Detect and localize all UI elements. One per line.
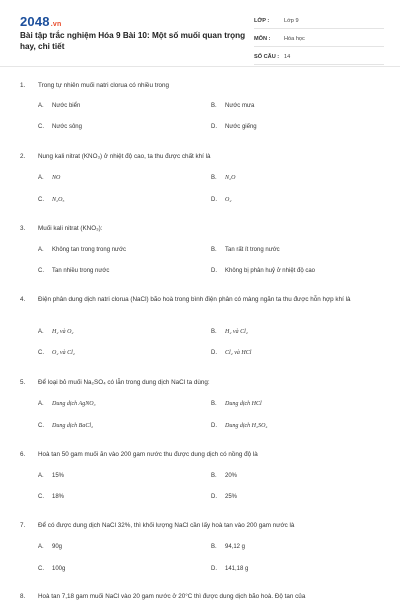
option-text: 25%	[225, 494, 238, 500]
option-text: Tan rất ít trong nước	[225, 247, 280, 253]
option-text: 100g	[52, 566, 66, 572]
option-a[interactable]	[38, 103, 208, 109]
question-number: 6.	[20, 451, 26, 458]
option-text: 141,18 g	[225, 566, 249, 572]
option-d[interactable]	[211, 350, 381, 356]
option-text: Nước biển	[52, 103, 81, 109]
option-text: H₂ và O₂	[52, 329, 74, 335]
question-1	[20, 81, 386, 130]
option-text: 15%	[52, 473, 65, 479]
option-letter: A.	[38, 103, 44, 109]
option-b[interactable]	[211, 544, 381, 550]
option-letter: A.	[38, 401, 44, 407]
option-letter: D.	[211, 197, 217, 203]
question-number: 5.	[20, 379, 26, 386]
option-letter: A.	[38, 544, 44, 550]
meta-value: Lớp 9	[284, 18, 299, 24]
option-letter: D.	[211, 350, 217, 356]
question-5	[20, 378, 386, 429]
question-number: 7.	[20, 522, 26, 529]
option-letter: D.	[211, 494, 217, 500]
page-header	[0, 0, 400, 67]
option-d[interactable]	[211, 268, 381, 274]
option-letter: B.	[211, 544, 217, 550]
option-letter: C.	[38, 124, 44, 130]
logo-main-text: 2048	[20, 14, 50, 29]
option-c[interactable]	[38, 423, 208, 429]
question-text: Trong tự nhiên muối natri clorua có nhiều trong	[38, 82, 170, 89]
question-text: Để loại bỏ muối Na₂SO₄ có lẫn trong dung dịch NaCl ta dùng:	[38, 379, 210, 386]
question-7	[20, 521, 386, 572]
option-letter: C.	[38, 197, 44, 203]
question-number: 4.	[20, 296, 26, 303]
option-d[interactable]	[211, 494, 381, 500]
option-c[interactable]	[38, 494, 208, 500]
option-b[interactable]	[211, 473, 381, 479]
option-b[interactable]	[211, 247, 381, 253]
option-text: Không tan trong trong nước	[52, 247, 126, 253]
option-letter: A.	[38, 329, 44, 335]
option-text: N₂O	[225, 175, 236, 181]
meta-row-count	[254, 50, 384, 65]
option-letter: B.	[211, 473, 217, 479]
option-text: Cl₂ và HCl	[225, 350, 252, 356]
option-letter: A.	[38, 473, 44, 479]
option-b[interactable]	[211, 401, 381, 407]
option-c[interactable]	[38, 350, 208, 356]
option-c[interactable]	[38, 268, 208, 274]
meta-key: LỚP :	[254, 18, 270, 24]
option-text: NO	[52, 175, 61, 181]
question-text: Để có được dung dịch NaCl 32%, thì khối lượng NaCl cần lấy hoà tan vào 200 gam nước là	[38, 522, 295, 529]
question-text: Điện phân dung dịch natri clorua (NaCl) bão hoà trong bình điện phân có màng ngăn ta thu được hỗn hợp khí là	[38, 296, 351, 303]
option-a[interactable]	[38, 329, 208, 335]
option-text: Dung dịch H₂SO₄	[225, 423, 268, 429]
option-text: Dung dịch AgNO₃	[52, 401, 96, 407]
option-letter: A.	[38, 247, 44, 253]
question-number: 8.	[20, 593, 26, 600]
question-number: 3.	[20, 225, 26, 232]
question-number: 2.	[20, 153, 26, 160]
option-text: H₂ và Cl₂	[225, 329, 248, 335]
meta-value: 14	[284, 54, 291, 60]
option-letter: A.	[38, 175, 44, 181]
option-letter: B.	[211, 247, 217, 253]
option-b[interactable]	[211, 329, 381, 335]
question-8	[20, 592, 386, 602]
option-text: Dung dịch HCl	[225, 401, 262, 407]
meta-info	[254, 14, 384, 68]
option-text: O₂ và Cl₂	[52, 350, 75, 356]
option-a[interactable]	[38, 473, 208, 479]
option-text: 18%	[52, 494, 65, 500]
option-d[interactable]	[211, 566, 381, 572]
option-letter: B.	[211, 175, 217, 181]
question-3	[20, 224, 386, 274]
option-letter: D.	[211, 423, 217, 429]
option-letter: C.	[38, 350, 44, 356]
option-text: Không bị phân huỷ ở nhiệt độ cao	[225, 268, 316, 274]
option-text: 20%	[225, 473, 238, 479]
option-a[interactable]	[38, 401, 208, 407]
option-text: 90g	[52, 544, 63, 550]
question-4	[20, 295, 386, 356]
option-b[interactable]	[211, 175, 381, 181]
option-text: Nước sông	[52, 124, 82, 130]
question-text: Nung kali nitrat (KNO₃) ở nhiệt độ cao, ta thu được chất khí là	[38, 153, 211, 160]
logo-suffix-text: .vn	[50, 21, 62, 28]
option-b[interactable]	[211, 103, 381, 109]
question-text: Muối kali nitrat (KNO₃):	[38, 225, 103, 232]
option-text: O₂	[225, 197, 232, 203]
option-text: N₂O₅	[52, 197, 65, 203]
meta-key: MÔN :	[254, 36, 271, 42]
question-text: Hoà tan 7,18 gam muối NaCl vào 20 gam nước ở 20°C thì được dung dịch bão hoà. Độ tan của	[38, 593, 306, 600]
option-letter: C.	[38, 423, 44, 429]
meta-key: SỐ CÂU :	[254, 54, 280, 60]
site-logo[interactable]	[20, 14, 61, 29]
option-letter: D.	[211, 268, 217, 274]
option-a[interactable]	[38, 175, 208, 181]
page-title: Bài tập trắc nghiệm Hóa 9 Bài 10: Một số muối quan trọng hay, chi tiết	[20, 31, 246, 51]
option-c[interactable]	[38, 197, 208, 203]
option-letter: D.	[211, 566, 217, 572]
option-c[interactable]	[38, 566, 208, 572]
question-number: 1.	[20, 82, 26, 89]
option-a[interactable]	[38, 247, 208, 253]
option-d[interactable]	[211, 197, 381, 203]
option-text: Nước mưa	[225, 103, 255, 109]
option-letter: C.	[38, 566, 44, 572]
option-letter: B.	[211, 401, 217, 407]
question-6	[20, 450, 386, 500]
option-a[interactable]	[38, 544, 208, 550]
meta-row-subject	[254, 32, 384, 47]
option-text: Nước giếng	[225, 124, 257, 130]
option-text: Tan nhiều trong nước	[52, 268, 110, 274]
meta-value: Hóa học	[284, 36, 305, 42]
option-text: 94,12 g	[225, 544, 246, 550]
option-letter: B.	[211, 103, 217, 109]
question-2	[20, 152, 386, 203]
option-c[interactable]	[38, 124, 208, 130]
meta-row-class	[254, 14, 384, 29]
option-text: Dung dịch BaCl₂	[52, 423, 94, 429]
option-letter: B.	[211, 329, 217, 335]
option-d[interactable]	[211, 423, 381, 429]
option-letter: C.	[38, 268, 44, 274]
option-letter: D.	[211, 124, 217, 130]
option-d[interactable]	[211, 124, 381, 130]
option-letter: C.	[38, 494, 44, 500]
question-text: Hoà tan 50 gam muối ăn vào 200 gam nước thu được dung dịch có nồng độ là	[38, 451, 258, 458]
